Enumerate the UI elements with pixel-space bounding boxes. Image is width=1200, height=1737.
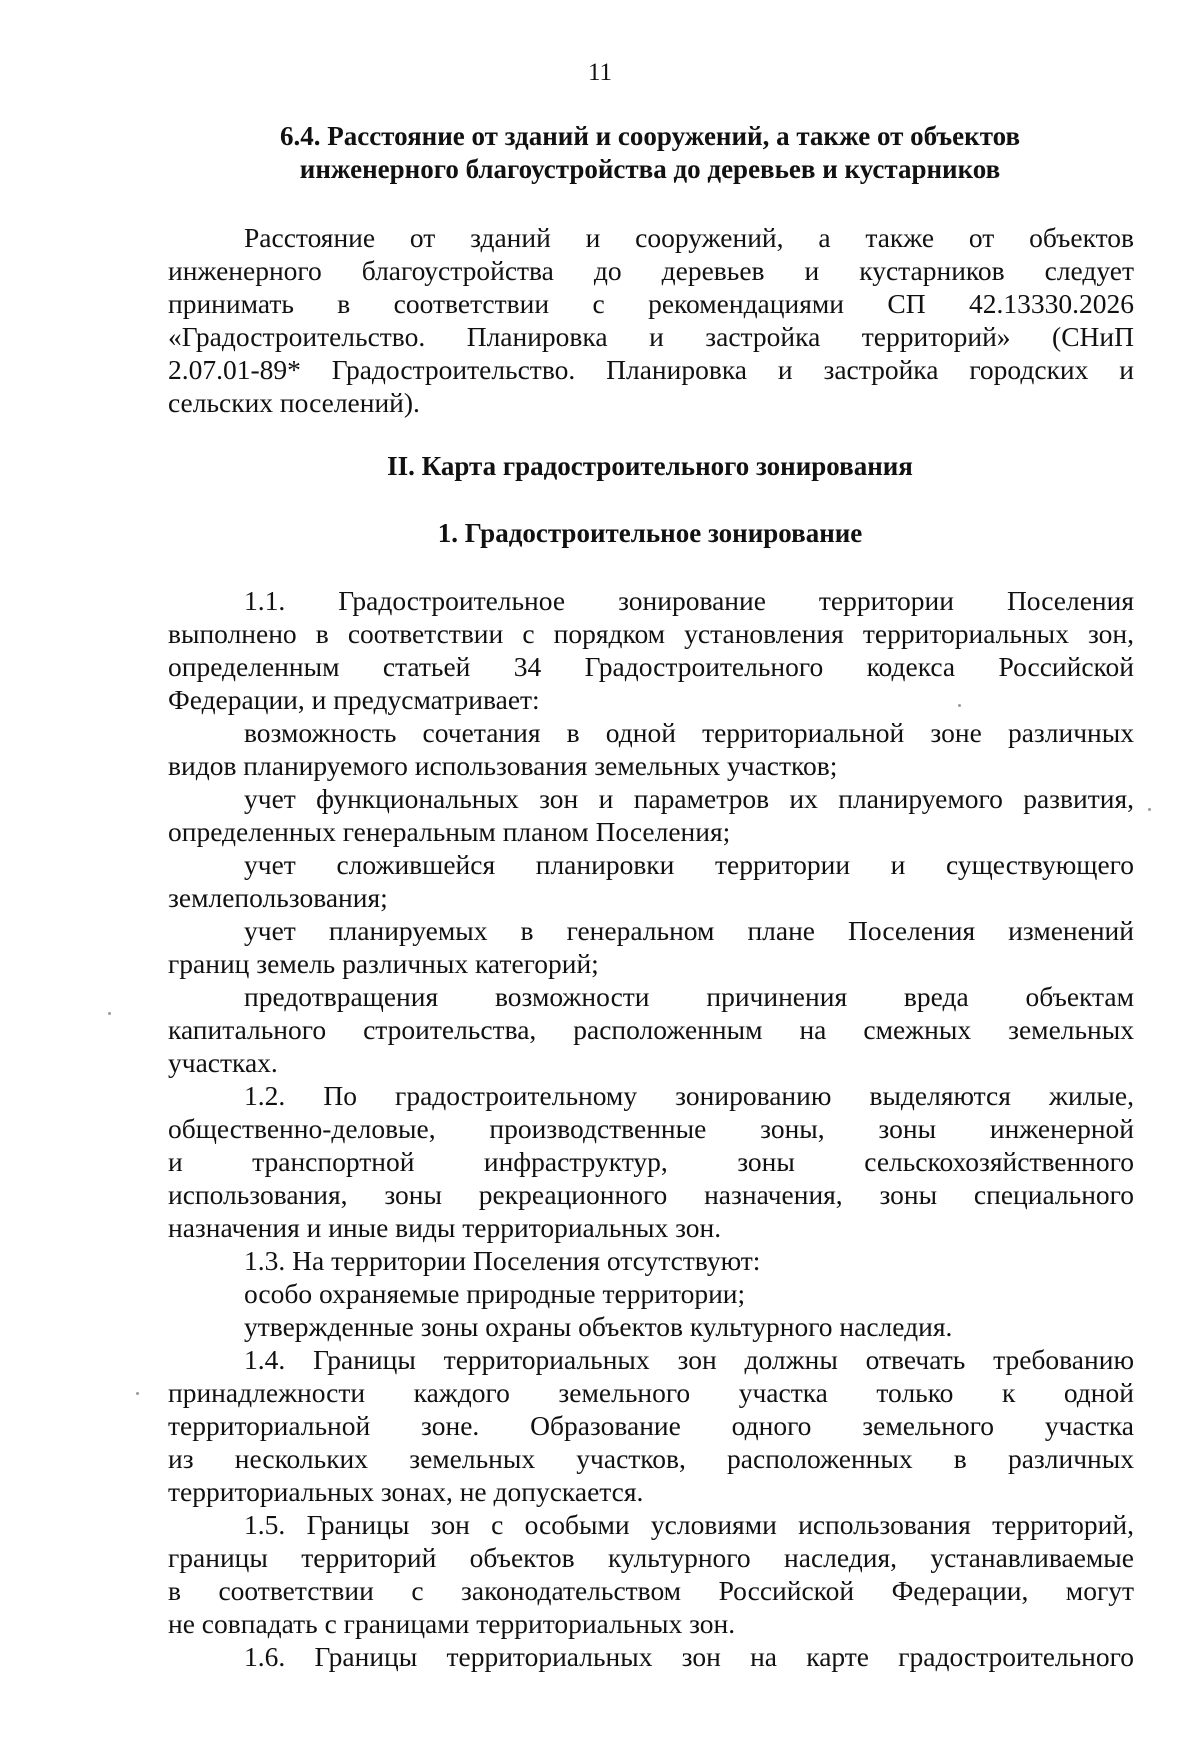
- body-line: утвержденные зоны охраны объектов культурного наследия.: [244, 1311, 953, 1342]
- body-line: землепользования;: [168, 882, 388, 913]
- scan-speck: [108, 1012, 111, 1015]
- section-6-4-paragraph-line: принимать в соответствии с рекомендациями СП 42.13330.2026: [168, 288, 1134, 319]
- body-line: определенным статьей 34 Градостроительного кодекса Российской: [168, 651, 1134, 682]
- body-line: 1.3. На территории Поселения отсутствуют:: [244, 1245, 761, 1276]
- body-line: учет сложившейся планировки территории и существующего: [244, 849, 1134, 880]
- section-6-4-paragraph-line: Расстояние от зданий и сооружений, а также от объектов: [244, 222, 1134, 253]
- body-line: не совпадать с границами территориальных зон.: [168, 1608, 736, 1639]
- section-6-4-paragraph-line: сельских поселений).: [168, 387, 420, 418]
- body-line: границы территорий объектов культурного наследия, устанавливаемые: [168, 1542, 1134, 1573]
- body-line: 1.6. Границы территориальных зон на карте градостроительного: [244, 1641, 1134, 1672]
- page-number: 11: [587, 59, 613, 86]
- section-1-heading: 1. Градостроительное зонирование: [437, 518, 863, 548]
- section-6-4-paragraph-line: «Градостроительство. Планировка и застройка территорий» (СНиП: [168, 321, 1134, 352]
- body-line: капитального строительства, расположенным на смежных земельных: [168, 1014, 1134, 1045]
- body-line: общественно-деловые, производственные зоны, зоны инженерной: [168, 1113, 1134, 1144]
- body-line: территориальных зонах, не допускается.: [168, 1476, 644, 1507]
- body-line: из нескольких земельных участков, расположенных в различных: [168, 1443, 1134, 1474]
- section-6-4-heading-line-1: 6.4. Расстояние от зданий и сооружений, а также от объектов: [279, 121, 1021, 151]
- body-line: использования, зоны рекреационного назначения, зоны специального: [168, 1179, 1134, 1210]
- part-2-heading: II. Карта градостроительного зонирования: [387, 451, 913, 481]
- body-line: принадлежности каждого земельного участка только к одной: [168, 1377, 1134, 1408]
- body-line: 1.1. Градостроительное зонирование территории Поселения: [244, 585, 1134, 616]
- body-line: 1.4. Границы территориальных зон должны отвечать требованию: [244, 1344, 1134, 1375]
- body-line: выполнено в соответствии с порядком установления территориальных зон,: [168, 618, 1134, 649]
- body-line: в соответствии с законодательством Российской Федерации, могут: [168, 1575, 1134, 1606]
- section-6-4-paragraph-line: 2.07.01-89* Градостроительство. Планировка и застройка городских и: [168, 354, 1134, 385]
- scan-speck: [958, 704, 961, 707]
- body-line: учет планируемых в генеральном плане Поселения изменений: [244, 915, 1134, 946]
- body-line: 1.2. По градостроительному зонированию выделяются жилые,: [244, 1080, 1134, 1111]
- body-line: и транспортной инфраструктур, зоны сельскохозяйственного: [168, 1146, 1134, 1177]
- body-line: особо охраняемые природные территории;: [244, 1278, 746, 1309]
- scan-speck: [136, 1392, 139, 1395]
- body-line: учет функциональных зон и параметров их планируемого развития,: [244, 783, 1134, 814]
- body-line: предотвращения возможности причинения вреда объектам: [244, 981, 1134, 1012]
- section-6-4-heading-line-2: инженерного благоустройства до деревьев и кустарников: [299, 154, 1001, 184]
- body-line: территориальной зоне. Образование одного земельного участка: [168, 1410, 1134, 1441]
- scan-speck: [1148, 808, 1151, 811]
- body-line: участках.: [168, 1047, 278, 1078]
- body-line: назначения и иные виды территориальных зон.: [168, 1212, 722, 1243]
- body-line: границ земель различных категорий;: [168, 948, 599, 979]
- section-6-4-paragraph-line: инженерного благоустройства до деревьев и кустарников следует: [168, 255, 1134, 286]
- body-line: определенных генеральным планом Поселения;: [168, 816, 731, 847]
- body-line: 1.5. Границы зон с особыми условиями использования территорий,: [244, 1509, 1134, 1540]
- body-line: Федерации, и предусматривает:: [168, 684, 540, 715]
- body-line: возможность сочетания в одной территориальной зоне различных: [244, 717, 1134, 748]
- body-line: видов планируемого использования земельных участков;: [168, 750, 838, 781]
